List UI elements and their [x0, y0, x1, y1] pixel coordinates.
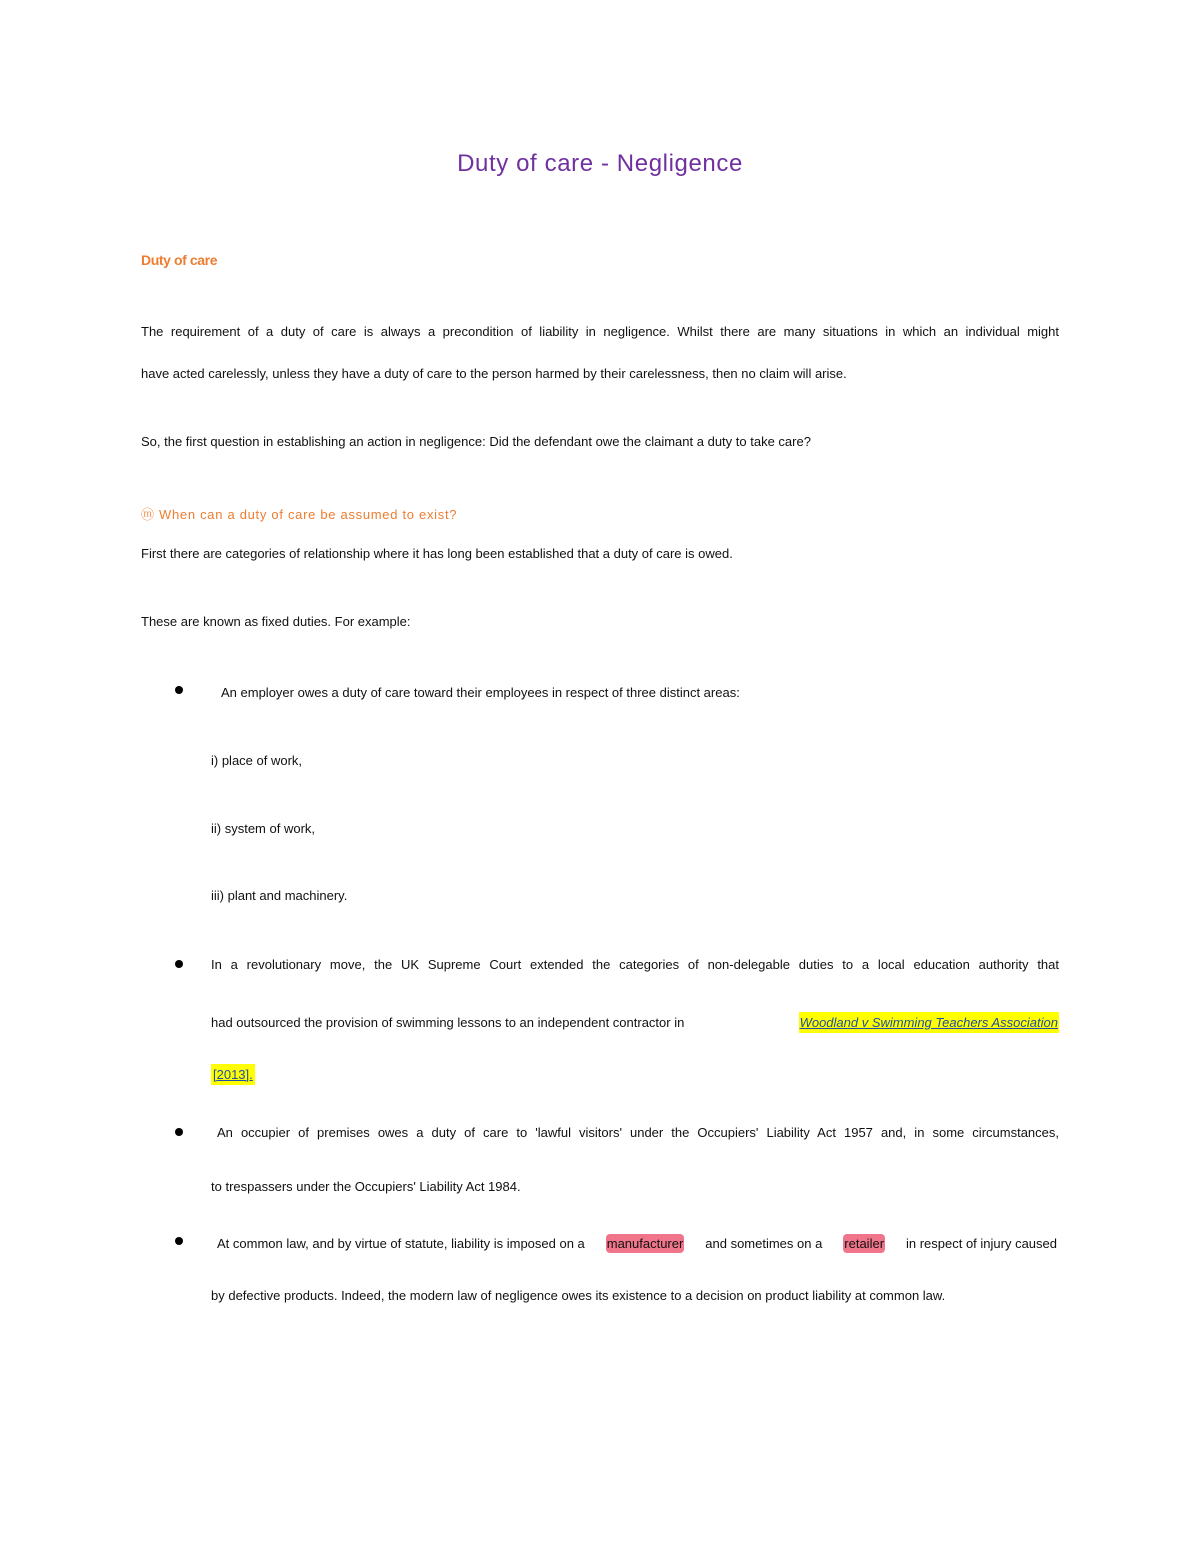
bullet-2-line-3 — [211, 1067, 255, 1082]
bullet-1-text: An employer owes a duty of care toward their employees in respect of three distinct areas: — [221, 685, 740, 700]
bullet-2-line-1-text: In a revolutionary move, the UK Supreme Court extended the categories of non-delegable duties to a local education authority that — [211, 957, 1059, 972]
bullet-3-line-1-text: An occupier of premises owes a duty of care to 'lawful visitors' under the Occupiers' Liability Act 1957 and, in some circumstances, — [217, 1125, 1059, 1140]
bullet-4-text-pre: At common law, and by virtue of statute, liability is imposed on a — [217, 1236, 585, 1251]
bullet-4-text-post: in respect of injury caused — [905, 1236, 1057, 1251]
question-heading — [141, 504, 457, 523]
bullet-2-line-2-text: had outsourced the provision of swimming lessons to an independent contractor in — [211, 1015, 685, 1030]
sub-item-1: i) place of work, — [211, 753, 303, 768]
paragraph-1 — [141, 324, 1059, 339]
bullet-dot — [175, 1128, 183, 1136]
case-citation-link[interactable]: Woodland v Swimming Teachers Association — [799, 1012, 1059, 1033]
bullet-4-line-2: by defective products. Indeed, the modern law of negligence owes its existence to a decision on product liability at common law. — [211, 1288, 946, 1303]
bullet-4-line-1 — [217, 1234, 1057, 1253]
page-title: Duty of care - Negligence — [457, 150, 743, 177]
sub-item-2: ii) system of work, — [211, 821, 316, 836]
case-citation-year-link[interactable]: [2013]. — [211, 1064, 255, 1085]
bullet-2-line-2 — [211, 1012, 1059, 1033]
bullet-dot — [175, 686, 183, 694]
bullet-dot — [175, 960, 183, 968]
bullet-3-line-1 — [217, 1125, 1059, 1140]
paragraph-1-line-1: The requirement of a duty of care is always a precondition of liability in negligence. Whilst there are many situations in which an individual might — [141, 324, 1059, 339]
bullet-3-line-2: to trespassers under the Occupiers' Liability Act 1984. — [211, 1179, 521, 1194]
bullet-dot — [175, 1237, 183, 1245]
paragraph-4: These are known as fixed duties. For example: — [141, 614, 411, 629]
highlight-retailer: retailer — [844, 1236, 885, 1251]
bullet-4-text-mid: and sometimes on a — [705, 1236, 823, 1251]
paragraph-1-line-2: have acted carelessly, unless they have a duty of care to the person harmed by their carelessness, then no claim will arise. — [141, 366, 847, 381]
highlight-manufacturer: manufacturer — [606, 1236, 684, 1251]
section-heading: Duty of care — [141, 252, 218, 268]
question-icon: ⓜ — [141, 507, 155, 522]
sub-item-3: iii) plant and machinery. — [211, 888, 348, 903]
question-text: When can a duty of care be assumed to exist? — [159, 507, 458, 522]
paragraph-3: First there are categories of relationship where it has long been established that a duty of care is owed. — [141, 546, 733, 561]
bullet-2-line-1 — [211, 957, 1059, 972]
paragraph-2: So, the first question in establishing an action in negligence: Did the defendant owe the claimant a duty to take care? — [141, 434, 811, 449]
